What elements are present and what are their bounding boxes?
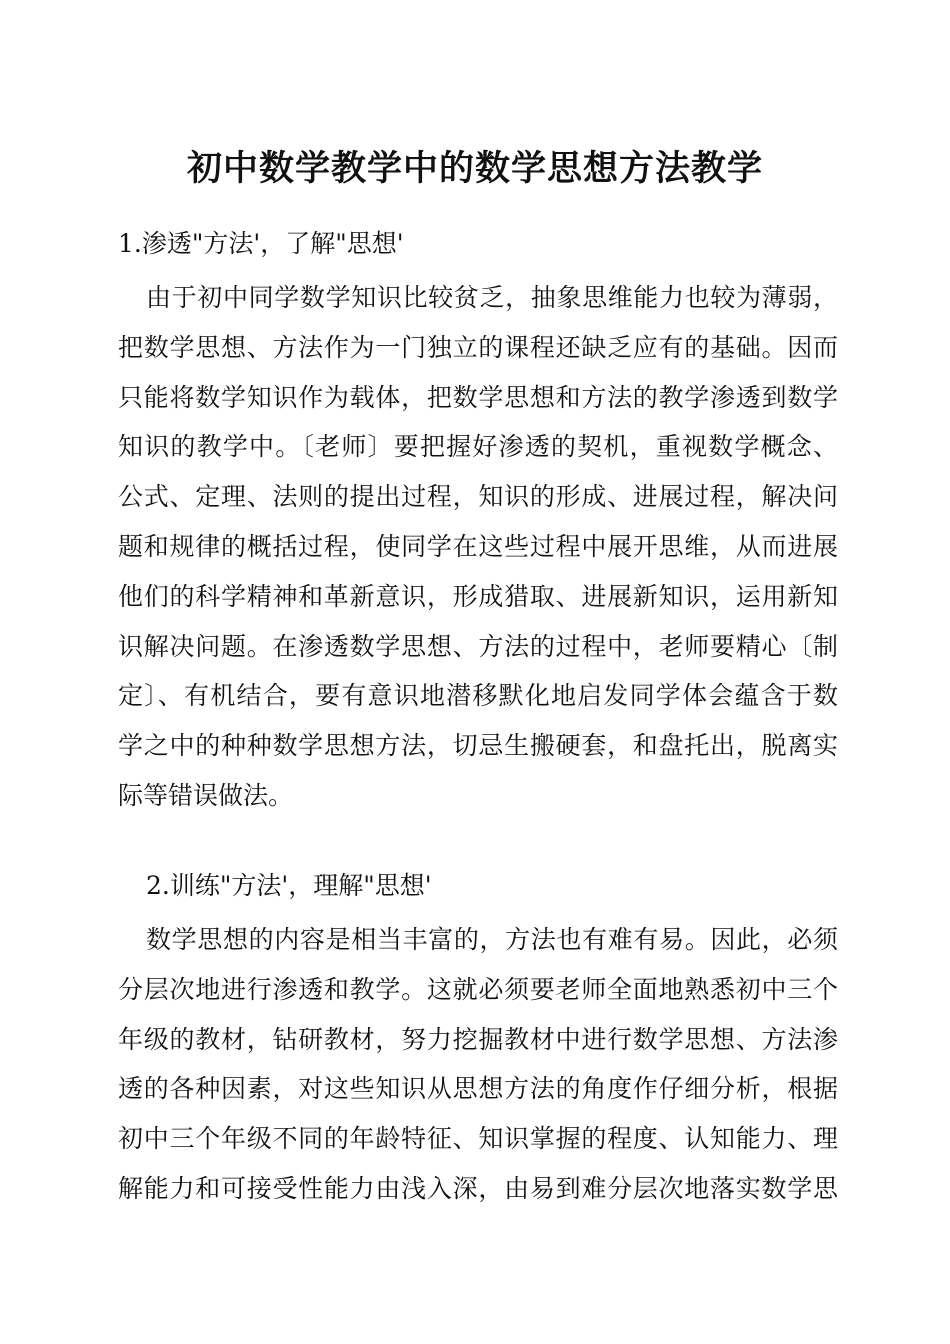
paragraph-line: 把数学思想、方法作为一门独立的课程还缺乏应有的基础。因而 [118,332,838,362]
paragraph-line: 公式、定理、法则的提出过程，知识的形成、进展过程，解决问 [118,482,838,512]
paragraph-line: 分层次地进行渗透和教学。这就必须要老师全面地熟悉初中三个 [118,974,838,1004]
paragraph-line: 定〕、有机结合，要有意识地潜移默化地启发同学体会蕴含于数 [118,681,838,711]
paragraph-line: 只能将数学知识作为载体，把数学思想和方法的教学渗透到数学 [118,382,838,412]
paragraph-line: 题和规律的概括过程，使同学在这些过程中展开思维，从而进展 [118,531,838,561]
paragraph-line: 学之中的种种数学思想方法，切忌生搬硬套，和盘托出，脱离实 [118,731,838,761]
paragraph-line: 透的各种因素，对这些知识从思想方法的角度作仔细分析，根据 [118,1074,838,1104]
document-title: 初中数学教学中的数学思想方法教学 [186,148,763,189]
section-2-heading: 2.训练"方法'，理解"思想' [146,871,432,900]
section-1-paragraph [118,273,838,821]
section-1-heading: 1.渗透"方法'，了解"思想' [118,229,404,258]
paragraph-line: 初中三个年级不同的年龄特征、知识掌握的程度、认知能力、理 [118,1124,838,1154]
paragraph-line: 由于初中同学数学知识比较贫乏，抽象思维能力也较为薄弱， [146,283,838,312]
section-2-paragraph [118,915,838,1214]
paragraph-line: 数学思想的内容是相当丰富的，方法也有难有易。因此，必须 [146,925,838,954]
paragraph-line: 识解决问题。在渗透数学思想、方法的过程中，老师要精心〔制 [118,631,838,661]
paragraph-line: 解能力和可接受性能力由浅入深，由易到难分层次地落实数学思 [118,1173,838,1203]
paragraph-line: 际等错误做法。 [118,780,294,810]
paragraph-line: 年级的教材，钻研教材，努力挖掘教材中进行数学思想、方法渗 [118,1024,838,1054]
paragraph-line: 知识的教学中。〔老师〕要把握好渗透的契机，重视数学概念、 [118,432,838,462]
paragraph-line: 他们的科学精神和革新意识，形成猎取、进展新知识，运用新知 [118,581,838,611]
